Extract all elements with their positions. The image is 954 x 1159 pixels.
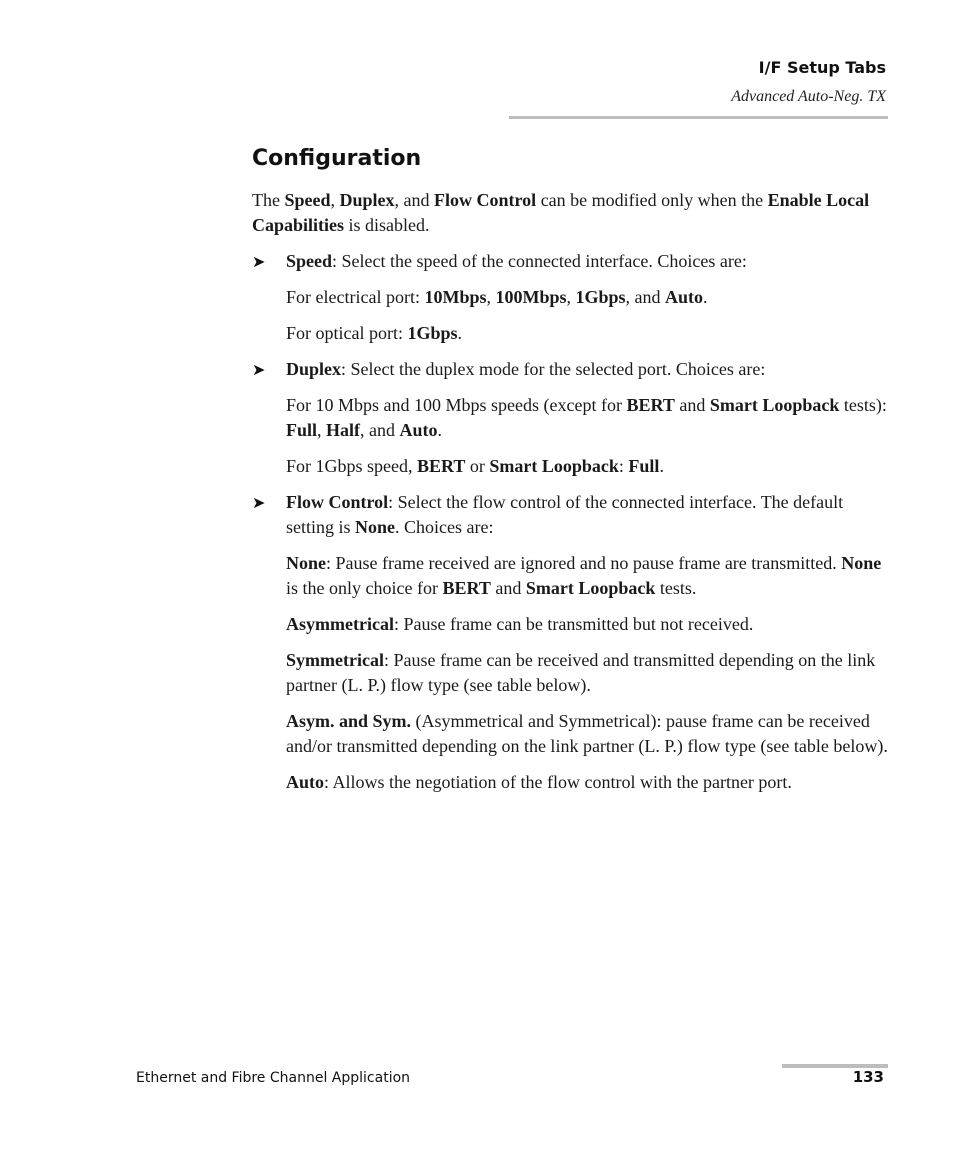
bullet-text: : Select the duplex mode for the selected port. Choices are:: [341, 359, 766, 379]
term: BERT: [626, 395, 675, 415]
running-header-title: I/F Setup Tabs: [758, 58, 886, 77]
text: is the only choice for: [286, 578, 443, 598]
value: 1Gbps: [575, 287, 626, 307]
text: can be modified only when the: [536, 190, 768, 210]
bullet-flow-control: [252, 490, 888, 540]
text: .: [703, 287, 708, 307]
bullet-duplex: [252, 357, 888, 382]
term-enable-local-capabilities: Enable Local Capabilities: [252, 190, 870, 235]
bullet-text: : Select the flow control of the connected interface. The default setting is: [286, 492, 844, 537]
text: , and: [360, 420, 400, 440]
speed-electrical: [252, 285, 888, 310]
text: ,: [486, 287, 496, 307]
text: and: [490, 578, 526, 598]
value: Auto: [399, 420, 438, 440]
intro-paragraph: [252, 188, 888, 238]
option-label: Asymmetrical: [286, 614, 394, 634]
text: (Asymmetrical and Symmetrical): pause frame can be received and/or transmitted depending on the link partner (L. P.) flow type (see table below).: [286, 711, 888, 756]
term: BERT: [417, 456, 466, 476]
flow-asymmetrical: [252, 612, 888, 637]
bullet-speed: [252, 249, 888, 274]
text: tests.: [655, 578, 697, 598]
flow-asym-and-sym: [252, 709, 888, 759]
term: Smart Loopback: [709, 395, 840, 415]
text: : Pause frame can be transmitted but not received.: [393, 614, 754, 634]
term-duplex: Duplex: [339, 190, 395, 210]
duplex-10-100: [252, 393, 888, 443]
term: Smart Loopback: [489, 456, 619, 476]
body-content: [252, 188, 888, 806]
term-flow-control: Flow Control: [434, 190, 537, 210]
text: : Allows the negotiation of the flow control with the partner port.: [324, 772, 792, 792]
value: Full: [628, 456, 660, 476]
text: For 1Gbps speed,: [286, 456, 417, 476]
text: The: [252, 190, 285, 210]
value: Auto: [665, 287, 704, 307]
text: For optical port:: [286, 323, 408, 343]
flow-symmetrical: [252, 648, 888, 698]
text: . Choices are:: [395, 517, 494, 537]
flow-auto: [252, 770, 888, 795]
term: Smart Loopback: [525, 578, 656, 598]
value: Full: [286, 420, 318, 440]
right-arrowhead-icon: ➤: [252, 493, 266, 512]
footer-document-title: Ethernet and Fibre Channel Application: [136, 1070, 411, 1086]
term-speed: Speed: [284, 190, 331, 210]
speed-optical: [252, 321, 888, 346]
value: None: [355, 517, 396, 537]
text: and: [674, 395, 710, 415]
page-number: 133: [852, 1068, 884, 1086]
term: None: [841, 553, 882, 573]
text: .: [659, 456, 664, 476]
text: ,: [317, 420, 327, 440]
text: .: [457, 323, 463, 343]
bullet-text: : Select the speed of the connected interface. Choices are:: [332, 251, 747, 271]
text: For 10 Mbps and 100 Mbps speeds (except for: [286, 395, 627, 415]
term: BERT: [442, 578, 491, 598]
text: ,: [330, 190, 340, 210]
text: tests):: [839, 395, 887, 415]
text: or: [465, 456, 490, 476]
option-label: Auto: [286, 772, 325, 792]
text: .: [437, 420, 443, 440]
value: Half: [326, 420, 361, 440]
text: For electrical port:: [286, 287, 425, 307]
text: , and: [394, 190, 435, 210]
bullet-label: Speed: [286, 251, 333, 271]
running-header-subtitle: Advanced Auto-Neg. TX: [731, 88, 886, 105]
value: 100Mbps: [495, 287, 567, 307]
text: is disabled.: [344, 215, 430, 235]
text: : Pause frame can be received and transmitted depending on the link partner (L. P.) flow type (see table below).: [286, 650, 876, 695]
text: , and: [625, 287, 666, 307]
bullet-label: Flow Control: [286, 492, 389, 512]
right-arrowhead-icon: ➤: [252, 360, 266, 379]
bullet-label: Duplex: [286, 359, 342, 379]
header-divider: [509, 116, 888, 119]
text: :: [618, 456, 629, 476]
text: ,: [566, 287, 576, 307]
duplex-1gbps: [252, 454, 888, 479]
section-title: Configuration: [252, 146, 422, 171]
flow-none: [252, 551, 888, 601]
value: 1Gbps: [407, 323, 458, 343]
text: : Pause frame received are ignored and no pause frame are transmitted.: [326, 553, 842, 573]
option-label: Asym. and Sym.: [286, 711, 412, 731]
value: 10Mbps: [424, 287, 487, 307]
option-label: None: [286, 553, 326, 573]
option-label: Symmetrical: [286, 650, 384, 670]
right-arrowhead-icon: ➤: [252, 252, 266, 271]
